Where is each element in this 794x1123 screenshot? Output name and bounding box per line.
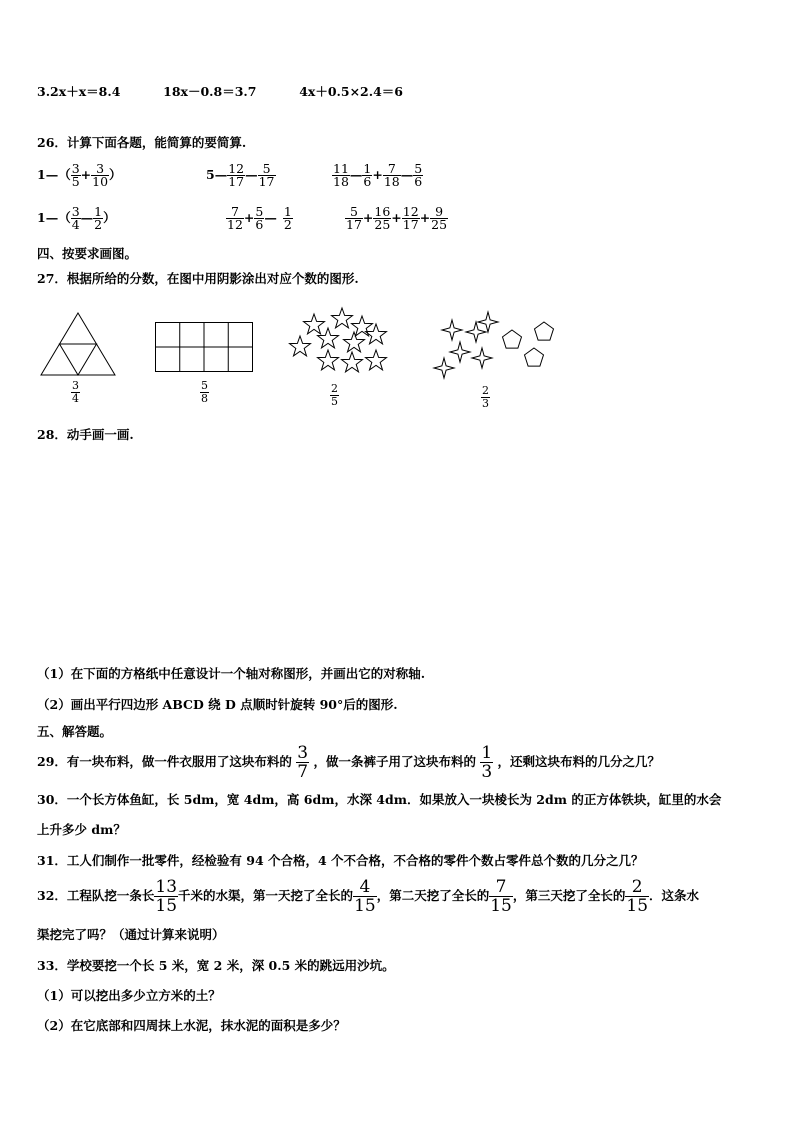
rectangle-grid-figure[interactable]: [155, 322, 253, 372]
q28-title: 28．动手画一画.: [37, 427, 134, 442]
q30-line-1: 30．一个长方体鱼缸，长 5dm，宽 4dm，高 6dm，水深 4dm．如果放入一块棱长为 2dm 的正方体铁块，缸里的水会: [37, 792, 722, 807]
q32-line-1: 32．工程队挖一条长 $\frac{13}{15}$ 千米的水渠，第一天挖了全长的 $\frac{4}{15}$ ，第二天挖了全长的 $\frac{7}{15}$ ，第三天挖了全长的 $\frac{2}{15}$ ．这条水: [37, 877, 700, 916]
star-pentagon-group[interactable]: [434, 310, 558, 380]
star-icon[interactable]: [478, 312, 498, 332]
q30-line-2: 上升多少 dm？: [37, 822, 126, 837]
q26-expr-r1c1: 1—（ $\frac{3}{5}$ + $\frac{3}{10}$ ）: [37, 161, 122, 189]
star-icon[interactable]: [304, 314, 325, 334]
star-icon[interactable]: [344, 332, 365, 352]
triangle-grid-figure[interactable]: [40, 312, 116, 376]
q28-part-1: （1）在下面的方格纸中任意设计一个轴对称图形，并画出它的对称轴.: [37, 666, 426, 681]
star-icon[interactable]: [342, 352, 363, 372]
q33-title: 33．学校要挖一个长 5 米，宽 2 米，深 0.5 米的跳远用沙坑。: [37, 958, 395, 973]
fig1-fraction: $\frac{3}{4}$: [72, 379, 79, 405]
star-icon[interactable]: [442, 320, 462, 340]
q32-line-2: 渠挖完了吗？（通过计算来说明）: [37, 927, 225, 942]
fig3-fraction: $\frac{2}{5}$: [331, 382, 338, 408]
star-group-10[interactable]: [288, 305, 388, 377]
pentagon-icon[interactable]: [525, 348, 544, 366]
star-icon[interactable]: [332, 308, 353, 328]
equations-row: [37, 84, 403, 100]
equation-3: 4x＋0.5×2.4＝6: [299, 84, 404, 99]
q26-expr-r2c2: $\frac{7}{12}$ + $\frac{5}{6}$ — $\frac{1}{2}$: [227, 204, 292, 232]
section-5-heading: 五、解答题。: [37, 724, 113, 739]
q28-part-2: （2）画出平行四边形 ABCD 绕 D 点顺时针旋转 90°后的图形.: [37, 697, 398, 712]
star-icon[interactable]: [472, 348, 492, 368]
star-icon[interactable]: [318, 328, 339, 348]
pentagon-icon[interactable]: [535, 322, 554, 340]
equation-1: 3.2x＋x＝8.4: [37, 84, 121, 99]
star-icon[interactable]: [290, 336, 311, 356]
fig4-fraction: $\frac{2}{3}$: [482, 384, 489, 410]
star-icon[interactable]: [434, 358, 454, 378]
star-icon[interactable]: [466, 322, 486, 342]
fig2-fraction: $\frac{5}{8}$: [201, 379, 208, 405]
star-icon[interactable]: [318, 350, 339, 370]
equation-2: 18x－0.8＝3.7: [163, 84, 257, 99]
pentagon-icon[interactable]: [503, 330, 522, 348]
section-4-heading: 四、按要求画图。: [37, 246, 138, 261]
q27-title: 27．根据所给的分数，在图中用阴影涂出对应个数的图形.: [37, 271, 359, 286]
q26-title: 26．计算下面各题，能简算的要简算.: [37, 135, 247, 150]
q31: 31．工人们制作一批零件，经检验有 94 个合格，4 个不合格，不合格的零件个数占零件总个数的几分之几？: [37, 853, 644, 868]
q26-expr-r1c3: $\frac{11}{18}$ — $\frac{1}{6}$ + $\frac{7}{18}$ — $\frac{5}{6}$: [333, 161, 423, 189]
q33-part-2: （2）在它底部和四周抹上水泥，抹水泥的面积是多少？: [37, 1018, 346, 1033]
q26-expr-r2c3: $\frac{5}{17}$ + $\frac{16}{25}$ + $\frac{12}{17}$ + $\frac{9}{25}$: [346, 204, 448, 232]
q26-expr-r2c1: 1—（ $\frac{3}{4}$ — $\frac{1}{2}$ ）: [37, 204, 116, 232]
q33-part-1: （1）可以挖出多少立方米的土？: [37, 988, 221, 1003]
q26-expr-r1c2: 5— $\frac{12}{17}$ — $\frac{5}{17}$: [206, 161, 275, 189]
star-icon[interactable]: [450, 342, 470, 362]
star-icon[interactable]: [366, 350, 387, 370]
q29: 29．有一块布料，做一件衣服用了这块布料的 $\frac{3}{7}$ ，做一条裤子用了这块布料的 $\frac{1}{3}$ ，还剩这块布料的几分之几？: [37, 743, 661, 782]
